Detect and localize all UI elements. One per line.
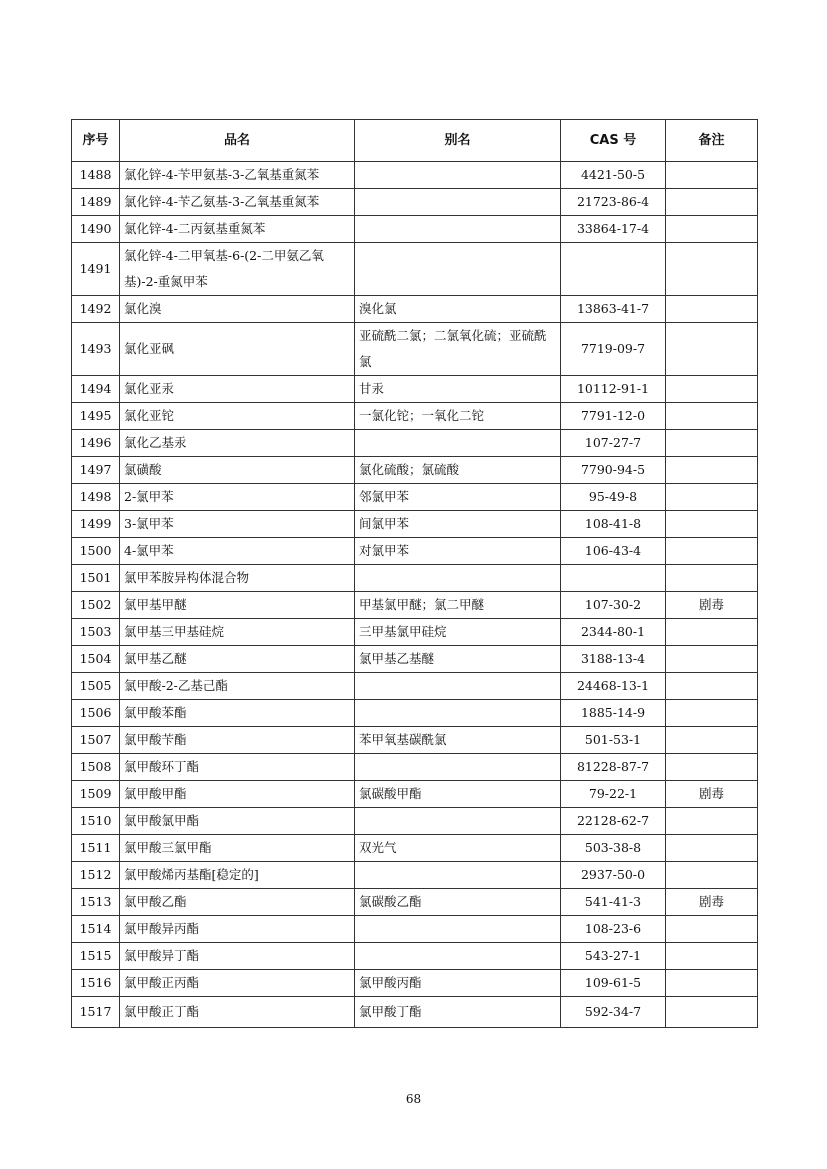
cell-alias: 苯甲氧基碳酰氯	[355, 727, 561, 754]
cell-cas-number: 107-27-7	[561, 430, 666, 457]
table-row	[72, 162, 758, 189]
cell-cas-number: 108-41-8	[561, 511, 666, 538]
cell-product-name: 氯甲基乙醚	[120, 646, 355, 673]
cell-serial: 1497	[72, 457, 120, 484]
cell-remarks	[666, 484, 758, 511]
cell-remarks: 剧毒	[666, 592, 758, 619]
cell-remarks	[666, 835, 758, 862]
cell-serial: 1514	[72, 916, 120, 943]
cell-product-name: 氯甲基三甲基硅烷	[120, 619, 355, 646]
table-row	[72, 862, 758, 889]
cell-remarks	[666, 457, 758, 484]
cell-product-name: 氯甲苯胺异构体混合物	[120, 565, 355, 592]
cell-alias	[355, 700, 561, 727]
cell-product-name: 氯化亚铊	[120, 403, 355, 430]
cell-serial: 1506	[72, 700, 120, 727]
cell-remarks	[666, 376, 758, 403]
cell-alias	[355, 862, 561, 889]
cell-serial: 1511	[72, 835, 120, 862]
cell-product-name: 氯甲酸甲酯	[120, 781, 355, 808]
cell-cas-number: 7791-12-0	[561, 403, 666, 430]
cell-alias	[355, 189, 561, 216]
cell-product-name: 氯甲酸三氯甲酯	[120, 835, 355, 862]
cell-serial: 1489	[72, 189, 120, 216]
cell-cas-number	[561, 243, 666, 296]
table-row	[72, 808, 758, 835]
cell-cas-number: 106-43-4	[561, 538, 666, 565]
cell-alias	[355, 808, 561, 835]
table-row	[72, 376, 758, 403]
cell-cas-number: 1885-14-9	[561, 700, 666, 727]
page-number: 68	[405, 1092, 422, 1106]
cell-product-name: 氯化锌-4-二甲氧基-6-(2-二甲氨乙氧基)-2-重氮甲苯	[120, 243, 355, 296]
cell-alias: 间氯甲苯	[355, 511, 561, 538]
cell-product-name: 氯甲酸氯甲酯	[120, 808, 355, 835]
cell-alias: 亚硫酰二氯；二氯氧化硫；亚硫酰氯	[355, 323, 561, 376]
cell-remarks	[666, 162, 758, 189]
cell-product-name: 氯化锌-4-二丙氨基重氮苯	[120, 216, 355, 243]
cell-alias: 对氯甲苯	[355, 538, 561, 565]
cell-serial: 1488	[72, 162, 120, 189]
cell-product-name: 氯甲酸异丁酯	[120, 943, 355, 970]
table-row	[72, 754, 758, 781]
cell-product-name: 氯甲酸正丁酯	[120, 997, 355, 1028]
cell-serial: 1493	[72, 323, 120, 376]
cell-product-name: 氯化锌-4-苄甲氨基-3-乙氧基重氮苯	[120, 162, 355, 189]
table-row	[72, 916, 758, 943]
table-row	[72, 781, 758, 808]
cell-remarks	[666, 216, 758, 243]
cell-cas-number: 107-30-2	[561, 592, 666, 619]
cell-product-name: 氯化亚汞	[120, 376, 355, 403]
cell-cas-number: 33864-17-4	[561, 216, 666, 243]
cell-alias: 一氯化铊；一氧化二铊	[355, 403, 561, 430]
cell-remarks	[666, 565, 758, 592]
cell-remarks	[666, 189, 758, 216]
cell-alias	[355, 430, 561, 457]
cell-alias	[355, 162, 561, 189]
table-row	[72, 484, 758, 511]
cell-remarks	[666, 700, 758, 727]
cell-serial: 1510	[72, 808, 120, 835]
cell-cas-number: 7719-09-7	[561, 323, 666, 376]
cell-product-name: 3-氯甲苯	[120, 511, 355, 538]
cell-remarks	[666, 323, 758, 376]
cell-serial: 1515	[72, 943, 120, 970]
cell-cas-number: 95-49-8	[561, 484, 666, 511]
cell-remarks: 剧毒	[666, 781, 758, 808]
cell-product-name: 氯甲酸环丁酯	[120, 754, 355, 781]
header-alias: 别名	[355, 120, 561, 162]
cell-cas-number: 24468-13-1	[561, 673, 666, 700]
cell-cas-number	[561, 565, 666, 592]
cell-remarks	[666, 970, 758, 997]
table-row	[72, 700, 758, 727]
header-remarks: 备注	[666, 120, 758, 162]
cell-product-name: 氯甲基甲醚	[120, 592, 355, 619]
cell-cas-number: 501-53-1	[561, 727, 666, 754]
table-row	[72, 216, 758, 243]
cell-serial: 1501	[72, 565, 120, 592]
cell-remarks	[666, 754, 758, 781]
cell-alias: 甘汞	[355, 376, 561, 403]
cell-cas-number: 108-23-6	[561, 916, 666, 943]
cell-product-name: 氯化溴	[120, 296, 355, 323]
table-row	[72, 457, 758, 484]
header-serial: 序号	[72, 120, 120, 162]
table-row	[72, 943, 758, 970]
cell-product-name: 氯甲酸烯丙基酯[稳定的]	[120, 862, 355, 889]
cell-alias	[355, 754, 561, 781]
cell-cas-number: 10112-91-1	[561, 376, 666, 403]
table-row	[72, 403, 758, 430]
table-row	[72, 997, 758, 1028]
cell-remarks	[666, 808, 758, 835]
table-row	[72, 511, 758, 538]
cell-remarks	[666, 997, 758, 1028]
cell-serial: 1491	[72, 243, 120, 296]
cell-product-name: 氯化乙基汞	[120, 430, 355, 457]
cell-cas-number: 2344-80-1	[561, 619, 666, 646]
cell-serial: 1516	[72, 970, 120, 997]
table-row	[72, 727, 758, 754]
table-row	[72, 835, 758, 862]
cell-remarks	[666, 727, 758, 754]
table-header	[72, 120, 758, 162]
cell-cas-number: 109-61-5	[561, 970, 666, 997]
cell-alias	[355, 216, 561, 243]
cell-cas-number: 22128-62-7	[561, 808, 666, 835]
cell-remarks	[666, 511, 758, 538]
cell-cas-number: 21723-86-4	[561, 189, 666, 216]
table-row	[72, 565, 758, 592]
cell-serial: 1494	[72, 376, 120, 403]
table-row	[72, 970, 758, 997]
cell-serial: 1508	[72, 754, 120, 781]
cell-remarks	[666, 619, 758, 646]
table-row	[72, 592, 758, 619]
cell-cas-number: 592-34-7	[561, 997, 666, 1028]
cell-alias: 氯碳酸甲酯	[355, 781, 561, 808]
cell-remarks	[666, 430, 758, 457]
cell-product-name: 氯甲酸-2-乙基己酯	[120, 673, 355, 700]
cell-alias	[355, 943, 561, 970]
chemical-table	[71, 119, 758, 1028]
cell-product-name: 氯化锌-4-苄乙氨基-3-乙氧基重氮苯	[120, 189, 355, 216]
header-cas-number: CAS 号	[561, 120, 666, 162]
table-row	[72, 243, 758, 296]
cell-cas-number: 3188-13-4	[561, 646, 666, 673]
cell-remarks	[666, 943, 758, 970]
cell-serial: 1499	[72, 511, 120, 538]
cell-cas-number: 2937-50-0	[561, 862, 666, 889]
cell-cas-number: 4421-50-5	[561, 162, 666, 189]
cell-remarks	[666, 296, 758, 323]
cell-serial: 1503	[72, 619, 120, 646]
cell-serial: 1512	[72, 862, 120, 889]
cell-alias	[355, 243, 561, 296]
cell-cas-number: 7790-94-5	[561, 457, 666, 484]
cell-remarks	[666, 673, 758, 700]
cell-serial: 1495	[72, 403, 120, 430]
cell-alias: 氯碳酸乙酯	[355, 889, 561, 916]
cell-serial: 1490	[72, 216, 120, 243]
table-row	[72, 430, 758, 457]
cell-alias	[355, 565, 561, 592]
table-row	[72, 538, 758, 565]
cell-serial: 1502	[72, 592, 120, 619]
cell-cas-number: 79-22-1	[561, 781, 666, 808]
cell-remarks	[666, 538, 758, 565]
cell-remarks	[666, 646, 758, 673]
cell-serial: 1492	[72, 296, 120, 323]
cell-alias: 三甲基氯甲硅烷	[355, 619, 561, 646]
cell-serial: 1505	[72, 673, 120, 700]
cell-serial: 1507	[72, 727, 120, 754]
cell-cas-number: 541-41-3	[561, 889, 666, 916]
table-body	[72, 162, 758, 1028]
cell-serial: 1509	[72, 781, 120, 808]
cell-alias	[355, 916, 561, 943]
cell-alias	[355, 673, 561, 700]
cell-serial: 1513	[72, 889, 120, 916]
cell-cas-number: 543-27-1	[561, 943, 666, 970]
table-row	[72, 889, 758, 916]
table-row	[72, 646, 758, 673]
cell-remarks	[666, 403, 758, 430]
cell-serial: 1496	[72, 430, 120, 457]
cell-alias: 邻氯甲苯	[355, 484, 561, 511]
header-row	[72, 120, 758, 162]
cell-product-name: 氯甲酸乙酯	[120, 889, 355, 916]
table-row	[72, 619, 758, 646]
cell-alias: 氯甲酸丙酯	[355, 970, 561, 997]
cell-alias: 氯化硫酸；氯硫酸	[355, 457, 561, 484]
cell-alias: 甲基氯甲醚；氯二甲醚	[355, 592, 561, 619]
cell-cas-number: 81228-87-7	[561, 754, 666, 781]
cell-alias: 双光气	[355, 835, 561, 862]
cell-remarks	[666, 862, 758, 889]
table-row	[72, 189, 758, 216]
cell-serial: 1498	[72, 484, 120, 511]
cell-serial: 1500	[72, 538, 120, 565]
cell-product-name: 氯化亚砜	[120, 323, 355, 376]
cell-cas-number: 503-38-8	[561, 835, 666, 862]
cell-serial: 1517	[72, 997, 120, 1028]
table-row	[72, 323, 758, 376]
table-row	[72, 296, 758, 323]
cell-alias: 溴化氯	[355, 296, 561, 323]
cell-remarks: 剧毒	[666, 889, 758, 916]
cell-product-name: 氯磺酸	[120, 457, 355, 484]
cell-cas-number: 13863-41-7	[561, 296, 666, 323]
cell-product-name: 氯甲酸苄酯	[120, 727, 355, 754]
cell-product-name: 2-氯甲苯	[120, 484, 355, 511]
cell-alias: 氯甲基乙基醚	[355, 646, 561, 673]
cell-product-name: 氯甲酸苯酯	[120, 700, 355, 727]
cell-remarks	[666, 243, 758, 296]
header-product-name: 品名	[120, 120, 355, 162]
cell-product-name: 氯甲酸异丙酯	[120, 916, 355, 943]
cell-product-name: 氯甲酸正丙酯	[120, 970, 355, 997]
cell-product-name: 4-氯甲苯	[120, 538, 355, 565]
cell-alias: 氯甲酸丁酯	[355, 997, 561, 1028]
cell-remarks	[666, 916, 758, 943]
table-row	[72, 673, 758, 700]
cell-serial: 1504	[72, 646, 120, 673]
